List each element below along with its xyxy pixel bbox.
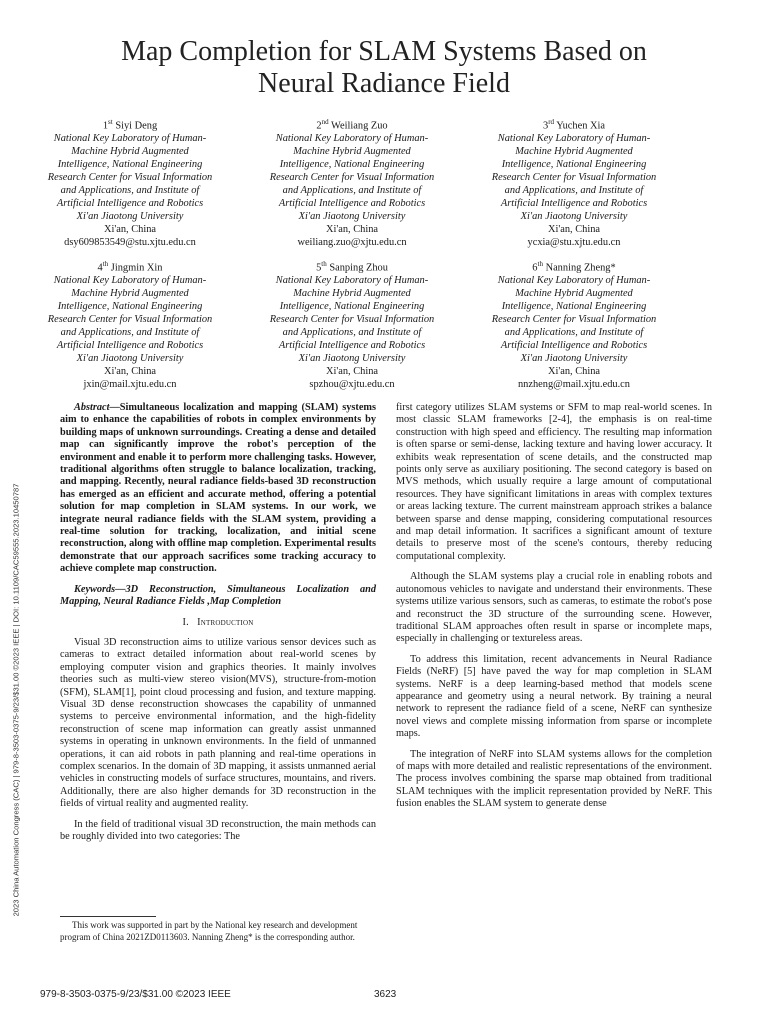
author-affiliation-line: and Applications, and Institute of [504, 185, 644, 196]
abstract [60, 402, 376, 576]
author-affiliation-line: Machine Hybrid Augmented [515, 288, 633, 300]
author-affiliation-line: Intelligence, National Engineering [57, 159, 203, 171]
left-column [60, 402, 376, 851]
keywords: Keywords—3D Reconstruction, Simultaneous Localization and Mapping, Neural Radiance Fields ,Map Completion [60, 583, 376, 608]
author-affiliation-line: Research Center for Visual Information [269, 314, 435, 326]
author-email[interactable]: nnzheng@mail.xjtu.edu.cn [517, 378, 630, 390]
author-affiliation-line: National Key Laboratory of Human- [497, 275, 651, 287]
author-affiliation-line: Xi'an Jiaotong University [298, 352, 406, 364]
author-affiliation-line: and Applications, and Institute of [60, 185, 200, 196]
paragraph: To address this limitation, recent advancements in Neural Radiance Fields (NeRF) [5] have paved the way for map completion in SLAM systems. NeRF is a deep learning-based method that models scene appearance and geometry using a neural network. By training a neural network to represent the radiance field of a scene, NeRF can synthesize novel views and complete missing information from sparse or incomplete maps. [396, 653, 712, 740]
author-affiliation-line: Xi'an Jiaotong University [76, 210, 184, 222]
paragraph: Visual 3D reconstruction aims to utilize various sensor devices such as cameras to extract detailed information about real-world scenes by employing computer vision and graphics theories. It mainly involves theories such as multi-view stereo vision(MVS), structure-from-motion (SFM), SLAM[1], point cloud processing and fusion, and texture mapping. Visual 3D dense reconstruction showcases the capability of unmanned systems to perceive environmental information, and the high-fidelity reconstruction of scene map information can greatly assist unmanned systems in operating in unknown environments. In the field of unmanned operations, it can aid robots in path planning and real-time operations in complex scenarios. In the domain of 3D mapping, it assists unmanned aerial vehicles in constructing models of surface structures, mountains, and rivers. Additionally, there are also higher demands for 3D reconstruction in the fields of virtual reality and augmented reality. [60, 636, 376, 810]
author-name: Yuchen Xia [556, 120, 606, 132]
paper-title [60, 36, 708, 100]
author-affiliation-line: Research Center for Visual Information [269, 172, 435, 184]
side-strip [9, 447, 22, 952]
author-affiliation-line: National Key Laboratory of Human- [275, 275, 429, 287]
author-email[interactable]: weiliang.zuo@xjtu.edu.cn [297, 236, 407, 248]
footnote: This work was supported in part by the National key research and development program of China 2021ZD0113603. Nanning Zheng* is the corresponding author. [60, 920, 358, 942]
author-location: Xi'an, China [325, 223, 379, 235]
author-location: Xi'an, China [547, 365, 601, 377]
footnote-rule [60, 916, 156, 917]
paragraph: Although the SLAM systems play a crucial role in enabling robots and autonomous vehicles to navigate and understand their environments. These systems utilize various sensors, such as cameras, to estimate the robot's pose and reconstruct the 3D structure of the surrounding scene. However, traditional SLAM approaches often result in sparse or incomplete maps, especially in challenging or textureless areas. [396, 571, 712, 645]
section-heading [60, 617, 376, 629]
author-affiliation-line: Machine Hybrid Augmented [293, 288, 411, 300]
author-email[interactable]: jxin@mail.xjtu.edu.cn [83, 378, 177, 390]
author-affiliation-line: Research Center for Visual Information [47, 172, 213, 184]
author-affiliation-line: National Key Laboratory of Human- [53, 275, 207, 287]
author-block [242, 258, 462, 392]
paragraph: In the field of traditional visual 3D reconstruction, the main methods can be roughly divided into two categories: The [60, 818, 376, 842]
author-affiliation-line: Intelligence, National Engineering [279, 301, 425, 313]
section-numeral: I. [182, 616, 189, 628]
author-name: Nanning Zheng* [545, 262, 616, 274]
author-ordinal: 3 [542, 120, 549, 132]
author-affiliation-line: and Applications, and Institute of [60, 327, 200, 338]
author-affiliation-line: Artificial Intelligence and Robotics [56, 339, 204, 351]
author-affiliation-line: Research Center for Visual Information [491, 314, 657, 326]
abstract-dash: — [109, 402, 120, 413]
author-affiliation-line: Research Center for Visual Information [47, 314, 213, 326]
author-affiliation-line: Xi'an Jiaotong University [520, 352, 628, 364]
side-strip-text: 2023 China Automation Congress (CAC) | 979-8-3503-0375-9/23/$31.00 ©2023 IEEE | DOI: 10.1109/CAC59555.2023.10450787 [11, 483, 20, 916]
author-affiliation-line: National Key Laboratory of Human- [497, 133, 651, 145]
author-affiliation-line: Artificial Intelligence and Robotics [56, 197, 204, 209]
author-name: Weiliang Zuo [331, 120, 388, 132]
paragraph: The integration of NeRF into SLAM systems allows for the completion of maps with more detailed and realistic representations of the environment. The process involves combining the sparse map obtained from traditional SLAM techniques with the implicit representation provided by NeRF. This fusion enables the SLAM system to generate dense [396, 748, 712, 810]
author-affiliation-line: Intelligence, National Engineering [501, 159, 647, 171]
author-ordinal-suffix: th [537, 260, 543, 268]
author-ordinal-suffix: th [102, 260, 109, 268]
author-ordinal-suffix: th [321, 260, 327, 268]
author-affiliation-line: Xi'an Jiaotong University [298, 210, 406, 222]
author-location: Xi'an, China [325, 365, 379, 377]
author-ordinal: 2 [316, 120, 322, 132]
title-line-2: Neural Radiance Field [258, 68, 510, 99]
author-ordinal-suffix: rd [548, 118, 555, 126]
author-email[interactable]: ycxia@stu.xjtu.edu.cn [527, 236, 621, 248]
footer-isbn: 979-8-3503-0375-9/23/$31.00 ©2023 IEEE [40, 989, 231, 1000]
author-name-line [242, 258, 462, 275]
author-location: Xi'an, China [103, 365, 157, 377]
author-affiliation-line: Artificial Intelligence and Robotics [278, 197, 426, 209]
author-affiliation-line: Intelligence, National Engineering [501, 301, 647, 313]
author-name: Jingmin Xin [110, 262, 163, 274]
author-name-line [464, 116, 684, 133]
author-block [464, 258, 684, 392]
author-block [20, 116, 240, 250]
author-ordinal: 4 [97, 262, 103, 274]
author-affiliation-line: Machine Hybrid Augmented [515, 146, 633, 158]
abstract-text: Simultaneous localization and mapping (SLAM) systems aim to enhance the capabilities of robots in complex environments by building maps of unknown surroundings. Creating a dense and detailed map can significantly improve the robot's perception of the environment and enable it to perform more challenging tasks. However, traditional algorithms often struggle to balance localization, tracking, and mapping. Recently, neural radiance fields-based 3D reconstruction has emerged as an efficient and accurate method, offering a potential solution for map completion in SLAM systems. In our work, we integrate neural radiance fields with the SLAM system, providing a real-time solution for tracking, localization, and initial scene reconstruction, along with offline map completion. Experimental results demonstrate that our approach sacrifices some tracking accuracy to achieve complete map construction. [60, 402, 376, 575]
author-affiliation-line: Intelligence, National Engineering [279, 159, 425, 171]
right-column [396, 402, 712, 819]
author-affiliation-line: Artificial Intelligence and Robotics [278, 339, 426, 351]
author-name-line [20, 258, 240, 275]
author-name: Siyi Deng [115, 120, 158, 132]
abstract-label: Abstract [74, 402, 110, 413]
author-ordinal-suffix: nd [321, 118, 329, 126]
author-name-line [242, 116, 462, 133]
author-block [464, 116, 684, 250]
author-affiliation-line: and Applications, and Institute of [504, 327, 644, 338]
author-name-line [464, 258, 684, 275]
author-ordinal: 1 [102, 120, 109, 132]
author-affiliation-line: and Applications, and Institute of [282, 185, 422, 196]
author-location: Xi'an, China [103, 223, 157, 235]
author-email[interactable]: dsy609853549@stu.xjtu.edu.cn [64, 236, 196, 248]
title-line-1: Map Completion for SLAM Systems Based on [121, 36, 647, 67]
author-ordinal-suffix: st [108, 118, 113, 126]
author-affiliation-line: Artificial Intelligence and Robotics [500, 339, 648, 351]
page-number: 3623 [374, 989, 397, 1000]
author-affiliation-line: Artificial Intelligence and Robotics [500, 197, 648, 209]
author-block [242, 116, 462, 250]
paragraph: first category utilizes SLAM systems or SFM to map real-world scenes. In most classic SLAM frameworks [2-4], the emphasis is on real-time construction with high speed and efficiency. The resulting map information is often sparse or semi-dense, lacking texture and having lower accuracy. It exhibits weak representation of scene details, and the constructed map points only serve as auxiliary positioning. The second category is based on MVS methods, which usually require a large amount of computational resources. They have significant limitations in areas with complex textures or areas lacking texture. The current mainstream approach strikes a balance between sparse and dense mapping, considering computational resources and map detail information. It sacrifices a significant amount of texture details to preserve most of the scene's contours, thereby reducing computational complexity. [396, 402, 712, 562]
author-name: Sanping Zhou [329, 262, 388, 274]
author-affiliation-line: National Key Laboratory of Human- [53, 133, 207, 145]
author-affiliation-line: and Applications, and Institute of [282, 327, 422, 338]
author-block [20, 258, 240, 392]
author-location: Xi'an, China [547, 223, 601, 235]
section-title: Introduction [197, 616, 254, 628]
author-email[interactable]: spzhou@xjtu.edu.cn [309, 378, 395, 390]
author-ordinal: 5 [316, 262, 322, 274]
author-affiliation-line: Machine Hybrid Augmented [71, 146, 189, 158]
author-affiliation-line: Research Center for Visual Information [491, 172, 657, 184]
author-affiliation-line: Machine Hybrid Augmented [71, 288, 189, 300]
author-affiliation-line: Xi'an Jiaotong University [520, 210, 628, 222]
author-affiliation-line: National Key Laboratory of Human- [275, 133, 429, 145]
author-affiliation-line: Intelligence, National Engineering [57, 301, 203, 313]
author-name-line [20, 116, 240, 133]
author-ordinal: 6 [532, 262, 538, 274]
author-affiliation-line: Machine Hybrid Augmented [293, 146, 411, 158]
author-affiliation-line: Xi'an Jiaotong University [76, 352, 184, 364]
